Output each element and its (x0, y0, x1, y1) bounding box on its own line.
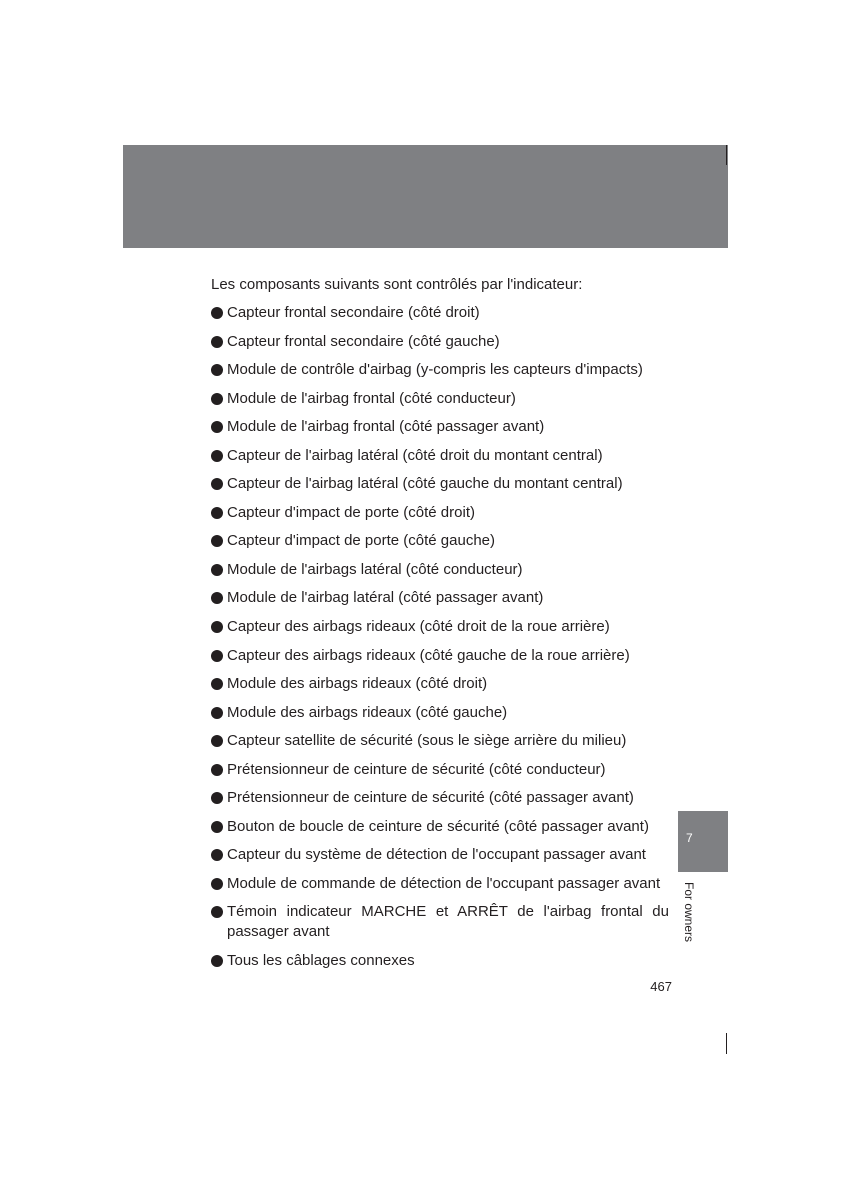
bullet-icon (211, 906, 223, 918)
bullet-icon (211, 735, 223, 747)
list-item (211, 951, 669, 971)
list-item-text: Capteur frontal secondaire (côté droit) (227, 304, 480, 321)
list-item (211, 617, 669, 637)
list-item (211, 389, 669, 409)
bullet-icon (211, 849, 223, 861)
list-item-text: Module de l'airbags latéral (côté conducteur) (227, 560, 523, 578)
crop-mark-top (726, 145, 727, 165)
bullet-icon (211, 564, 223, 576)
list-item (211, 845, 669, 865)
bullet-icon (211, 650, 223, 662)
list-item-text: Capteur des airbags rideaux (côté droit de la roue arrière) (227, 618, 610, 636)
list-item-text: Module de l'airbag latéral (côté passager avant) (227, 589, 544, 607)
list-item (211, 417, 669, 437)
bullet-icon (211, 764, 223, 776)
list-item (211, 817, 669, 837)
bullet-icon (211, 507, 223, 519)
list-item-text: Capteur des airbags rideaux (côté gauche de la roue arrière) (227, 646, 630, 664)
bullet-icon (211, 336, 223, 348)
list-item-text: Capteur du système de détection de l'occupant passager avant (227, 846, 646, 864)
intro-text: Les composants suivants sont contrôlés par l'indicateur: (211, 276, 583, 293)
bullet-icon (211, 678, 223, 690)
chapter-label: For owners (682, 882, 696, 943)
list-item (211, 674, 669, 694)
list-item-text: Module de commande de détection de l'occupant passager avant (227, 874, 661, 892)
list-item-text: Capteur frontal secondaire (côté gauche) (227, 332, 500, 350)
list-item (211, 474, 669, 494)
list-item (211, 874, 669, 894)
list-item-text: Module des airbags rideaux (côté droit) (227, 675, 488, 693)
bullet-icon (211, 621, 223, 633)
bullet-icon (211, 707, 223, 719)
bullet-icon (211, 421, 223, 433)
list-item-text: Prétensionneur de ceinture de sécurité (côté conducteur) (227, 760, 606, 778)
list-item (211, 560, 669, 580)
list-item-text: Bouton de boucle de ceinture de sécurité (côté passager avant) (227, 817, 649, 835)
list-item-text: Prétensionneur de ceinture de sécurité (côté passager avant) (227, 789, 634, 807)
chapter-tab (678, 811, 728, 872)
list-item-text: Module de l'airbag frontal (côté conducteur) (227, 389, 516, 407)
list-item-text: Témoin indicateur MARCHE et ARRÊT de l'airbag frontal du passager avant (227, 903, 669, 941)
bullet-icon (211, 821, 223, 833)
page-number: 467 (650, 979, 672, 994)
bullet-icon (211, 307, 223, 319)
list-item (211, 731, 669, 751)
component-list (211, 303, 669, 971)
bullet-icon (211, 792, 223, 804)
bullet-icon (211, 364, 223, 376)
list-item (211, 303, 669, 323)
list-item-text: Capteur de l'airbag latéral (côté droit du montant central) (227, 446, 603, 464)
list-item (211, 646, 669, 666)
bullet-icon (211, 393, 223, 405)
list-item (211, 760, 669, 780)
bullet-icon (211, 450, 223, 462)
list-item-text: Capteur d'impact de porte (côté gauche) (227, 532, 496, 550)
list-item (211, 446, 669, 466)
header-band (123, 145, 728, 248)
bullet-icon (211, 592, 223, 604)
list-item (211, 703, 669, 723)
list-item-text: Module de l'airbag frontal (côté passager avant) (227, 418, 545, 436)
list-item (211, 902, 669, 942)
list-item-text: Tous les câblages connexes (227, 952, 415, 970)
list-item (211, 360, 669, 380)
list-item (211, 332, 669, 352)
list-item (211, 531, 669, 551)
bullet-icon (211, 478, 223, 490)
list-item-text: Module des airbags rideaux (côté gauche) (227, 703, 508, 721)
list-item-text: Capteur d'impact de porte (côté droit) (227, 503, 475, 521)
chapter-number: 7 (686, 831, 693, 845)
bullet-icon (211, 955, 223, 967)
list-item-text: Module de contrôle d'airbag (y-compris les capteurs d'impacts) (227, 361, 643, 379)
crop-mark-bottom (726, 1033, 727, 1054)
list-item-text: Capteur de l'airbag latéral (côté gauche du montant central) (227, 475, 623, 493)
content (211, 275, 669, 980)
list-item (211, 588, 669, 608)
bullet-icon (211, 878, 223, 890)
bullet-icon (211, 535, 223, 547)
list-item (211, 503, 669, 523)
list-item (211, 788, 669, 808)
list-item-text: Capteur satellite de sécurité (sous le siège arrière du milieu) (227, 732, 627, 750)
